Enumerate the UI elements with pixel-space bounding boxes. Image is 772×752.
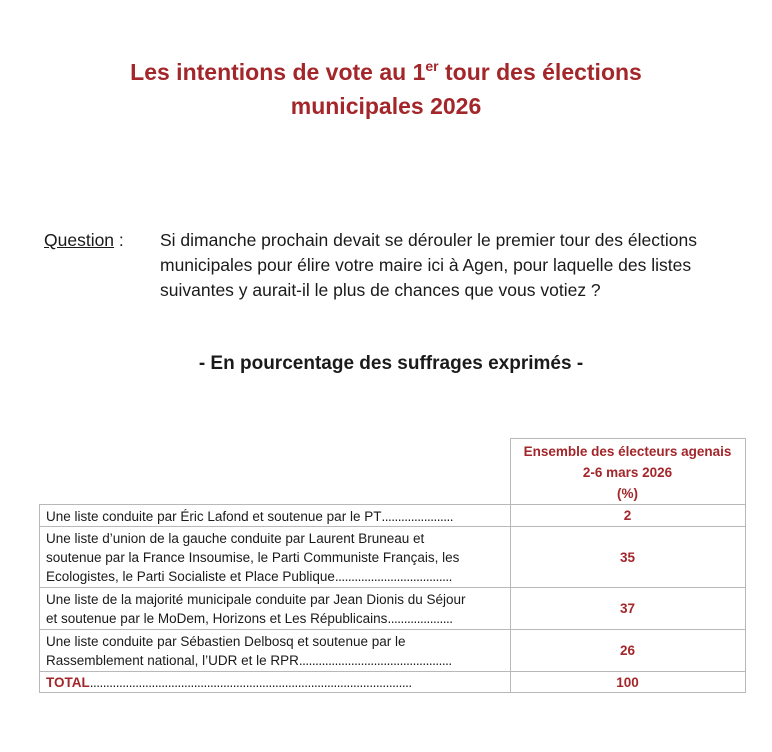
results-table xyxy=(39,438,746,693)
subtitle: - En pourcentage des suffrages exprimés - xyxy=(198,353,584,374)
row-value: 37 xyxy=(510,588,745,630)
row-label: Une liste conduite par Éric Lafond et soutenue par le PT...................... xyxy=(40,505,511,527)
table-row xyxy=(40,630,746,672)
row-value: 26 xyxy=(510,630,745,672)
row-label: Une liste conduite par Sébastien Delbosq et soutenue par le Rassemblement national, l’UDR et le RPR............................................... xyxy=(40,630,511,672)
table-total-row xyxy=(40,672,746,693)
table-row xyxy=(40,527,746,588)
row-label: Une liste de la majorité municipale conduite par Jean Dionis du Séjour et soutenue par le MoDem, Horizons et Les Républicains.................... xyxy=(40,588,511,630)
row-value: 35 xyxy=(510,527,745,588)
row-value: 2 xyxy=(510,505,745,527)
title-line-2: municipales 2026 xyxy=(290,93,482,119)
total-value: 100 xyxy=(510,672,745,693)
row-label: Une liste d’union de la gauche conduite par Laurent Bruneau et soutenue par la France Insoumise, le Parti Communiste Français, les Ecologistes, le Parti Socialiste et Place Publique.................................... xyxy=(40,527,511,588)
table-row xyxy=(40,505,746,527)
question-label: Question : xyxy=(44,230,124,250)
question-text: Si dimanche prochain devait se dérouler le premier tour des élections municipales pour élire votre maire ici à Agen, pour laquelle des listes suivantes y aurait-il le plus de chances que vous votiez ? xyxy=(160,230,697,300)
page-title xyxy=(0,55,772,123)
title-line-1: Les intentions de vote au 1er tour des élections xyxy=(130,58,642,85)
column-header: Ensemble des électeurs agenais 2-6 mars 2026 (%) xyxy=(510,439,745,505)
table-row xyxy=(40,588,746,630)
table-header-row xyxy=(40,439,746,505)
total-label: TOTAL................................................................................................... xyxy=(40,672,511,693)
